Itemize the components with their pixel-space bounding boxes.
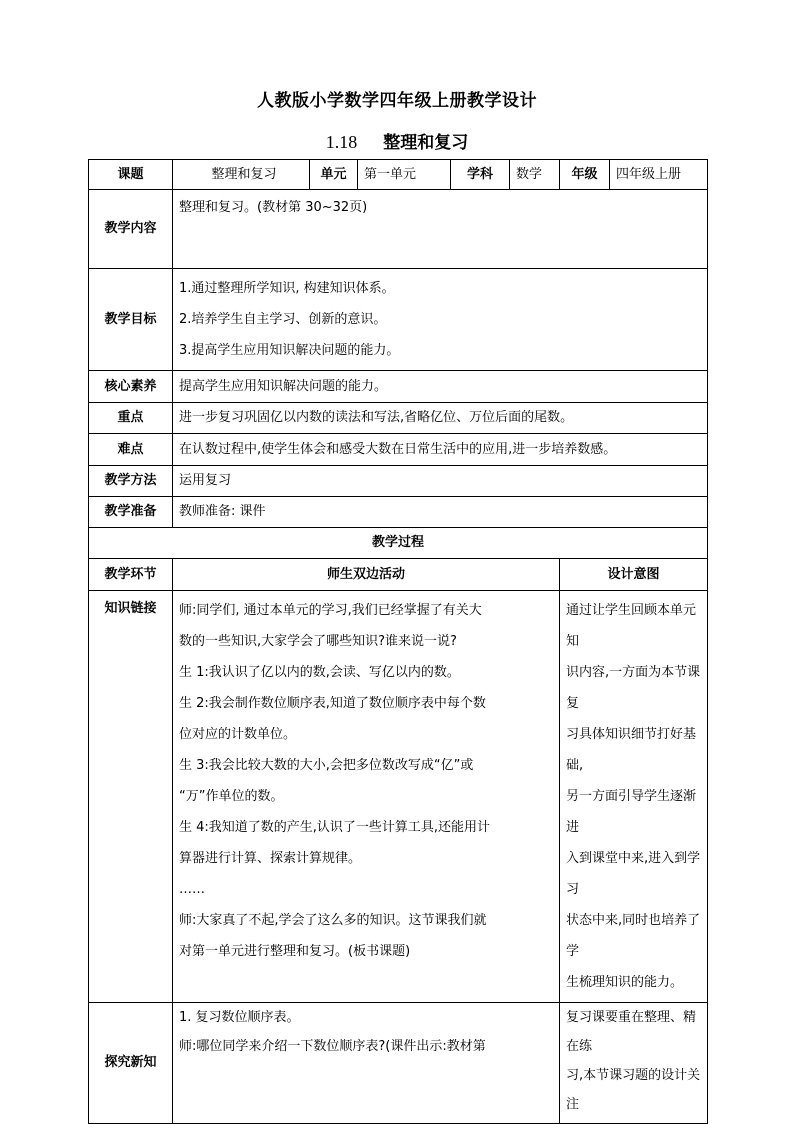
topic-value: 整理和复习 [173,160,310,190]
intent-explore-new [560,1003,708,1124]
stage-explore-new: 探究新知 [89,1003,173,1124]
activity-line: 师:哪位同学来介绍一下数位顺序表?(课件出示:教材第 [179,1039,486,1054]
activity-line: 1. 复习数位顺序表。 [179,1010,300,1025]
lesson-number: 1.18 [325,132,358,152]
activity-line: 师:大家真了不起,学会了这么多的知识。这节课我们就 [179,913,487,928]
method-row [89,466,708,497]
activity-line: 数的一些知识,大家学会了哪些知识?谁来说一说? [179,634,457,649]
activity-line: 师:同学们, 通过本单元的学习,我们已经掌握了有关大 [179,603,482,618]
grade-label: 年级 [560,160,610,190]
activity-line: 生 3:我会比较大数的大小,会把多位数改写成“亿”或 [179,758,474,773]
intent-line: 通过让学生回顾本单元知 [566,603,697,649]
grade-value: 四年级上册 [610,160,708,190]
activity-line: “万”作单位的数。 [179,789,284,804]
difficulty-text: 在认数过程中,使学生体会和感受大数在日常生活中的应用,进一步培养数感。 [173,434,708,466]
column-stage: 教学环节 [89,559,173,591]
process-columns-row [89,559,708,591]
intent-line: 识内容,一方面为本节课复 [566,665,701,711]
unit-value: 第一单元 [358,160,451,190]
activity-line: 生 4:我知道了数的产生,认识了一些计算工具,还能用计 [179,820,491,835]
literacy-row [89,371,708,403]
header-row [89,160,708,190]
activity-line: 对第一单元进行整理和复习。(板书课题) [179,944,411,959]
lesson-title: 整理和复习 [383,133,469,153]
content-text: 整理和复习。(教材第 30~32页) [173,190,708,269]
goals-label: 教学目标 [89,269,173,371]
content-label: 教学内容 [89,190,173,269]
stage-knowledge-link: 知识链接 [89,591,173,1003]
goal-item: 1.通过整理所学知识, 构建知识体系。 [179,281,395,296]
literacy-label: 核心素养 [89,371,173,403]
key-point-text: 进一步复习巩固亿以内数的读法和写法,省略亿位、万位后面的尾数。 [173,403,708,434]
activity-line: 生 2:我会制作数位顺序表,知道了数位顺序表中每个数 [179,696,486,711]
intent-line: 入到课堂中来,进入到学习 [566,851,701,897]
activity-line: …… [179,882,205,897]
difficulty-row [89,434,708,466]
key-point-label: 重点 [89,403,173,434]
intent-line: 另一方面引导学生逐渐进 [566,789,697,835]
subject-label: 学科 [451,160,510,190]
intent-line: 复习课要重在整理、精在练 [566,1010,697,1054]
prep-text: 教师准备: 课件 [173,497,708,528]
process-row-knowledge [89,591,708,1003]
process-row-explore [89,1003,708,1124]
method-label: 教学方法 [89,466,173,497]
content-row [89,190,708,269]
process-heading-row [89,528,708,559]
unit-label: 单元 [310,160,358,190]
goals-list [173,269,708,371]
process-heading: 教学过程 [89,528,708,559]
prep-label: 教学准备 [89,497,173,528]
goal-item: 2.培养学生自主学习、创新的意识。 [179,312,387,327]
lesson-heading [0,128,794,153]
activity-line: 算器进行计算、探索计算规律。 [179,851,362,866]
document-title: 人教版小学数学四年级上册教学设计 [257,91,537,111]
difficulty-label: 难点 [89,434,173,466]
method-text: 运用复习 [173,466,708,497]
topic-label: 课题 [89,160,173,190]
activity-knowledge-link [173,591,560,1003]
intent-knowledge-link [560,591,708,1003]
goals-row [89,269,708,371]
column-intent: 设计意图 [560,559,708,591]
intent-line: 习具体知识细节打好基础, [566,727,697,773]
activity-explore-new [173,1003,560,1124]
intent-line: 习,本节课习题的设计关注 [566,1068,701,1112]
goal-item: 3.提高学生应用知识解决问题的能力。 [179,343,400,358]
activity-line: 位对应的计数单位。 [179,727,297,742]
intent-line: 生梳理知识的能力。 [566,975,684,990]
column-activity: 师生双边活动 [173,559,560,591]
intent-line: 状态中来,同时也培养了学 [566,913,701,959]
key-point-row [89,403,708,434]
activity-line: 生 1:我认识了亿以内的数,会读、写亿以内的数。 [179,665,460,680]
subject-value: 数学 [510,160,560,190]
prep-row [89,497,708,528]
lesson-plan-table [88,159,708,1124]
literacy-text: 提高学生应用知识解决问题的能力。 [173,371,708,403]
